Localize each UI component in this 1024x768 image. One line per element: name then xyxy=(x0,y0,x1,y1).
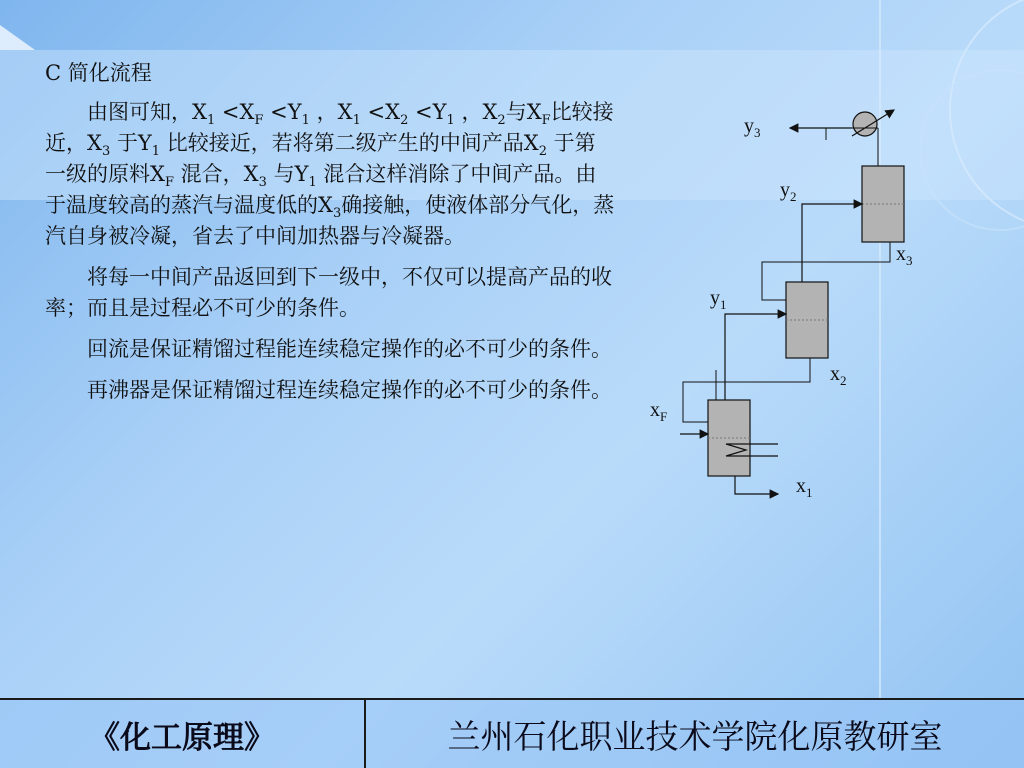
subscript: 3 xyxy=(101,144,111,159)
subscript: 2 xyxy=(538,144,547,159)
course-title: 《化工原理》 xyxy=(0,700,366,768)
institution-name: 兰州石化职业技术学院化原教研室 xyxy=(447,716,943,756)
condenser-icon xyxy=(853,112,877,136)
label-x2: $x_2$ xyxy=(830,363,847,388)
subscript: 3 xyxy=(332,206,342,221)
subscript: 1 xyxy=(308,175,317,190)
subscript: F xyxy=(541,113,551,128)
slide-text xyxy=(45,58,615,416)
subscript: F xyxy=(254,113,264,128)
label-x3: $x_3$ xyxy=(896,243,913,268)
distillation-flow-diagram xyxy=(640,100,940,520)
subscript: 1 xyxy=(301,113,310,128)
subscript: 1 xyxy=(206,113,216,128)
paragraph: 由图可知，$X_1 <X_F <Y_1$ ，$X_1 <X_2 <Y_1$ ，$X_2$与$X_F$比较接近，$X_3$ 于$Y_1$ 比较接近，若将第二级产生的中间产品$X_2$ 于第一级的原料$X_F$ 混合，$X_3$ 与$Y_1$ 混合这样消除了中间产品。由于温度较高的蒸汽与温度低的$X_3$确接触，使液体部分气化，蒸汽自身被冷凝，省去了中间加热器与冷凝器。 xyxy=(45,100,615,248)
paragraph: 将每一中间产品返回到下一级中，不仅可以提高产品的收率；而且是过程必不可少的条件。 xyxy=(45,265,612,320)
label-y2: $y_2$ xyxy=(780,179,797,204)
label-y3: $y_3$ xyxy=(744,115,761,140)
subscript: 2 xyxy=(400,113,409,128)
label-x1: $x_1$ xyxy=(796,475,813,500)
footer-bar xyxy=(0,698,1024,768)
paragraph: 再沸器是保证精馏过程连续稳定操作的必不可少的条件。 xyxy=(87,378,612,402)
subscript: 1 xyxy=(446,113,455,128)
subscript: 3 xyxy=(258,175,267,190)
label-y1: $y_1$ xyxy=(710,287,727,312)
subscript: 1 xyxy=(352,113,361,128)
paragraph: 回流是保证精馏过程能连续稳定操作的必不可少的条件。 xyxy=(87,337,612,361)
label-xf: $x_F$ xyxy=(650,399,668,424)
slide-heading: C 简化流程 xyxy=(45,61,152,85)
subscript: 1 xyxy=(151,144,161,159)
subscript: F xyxy=(164,175,174,190)
subscript: 2 xyxy=(497,113,506,128)
